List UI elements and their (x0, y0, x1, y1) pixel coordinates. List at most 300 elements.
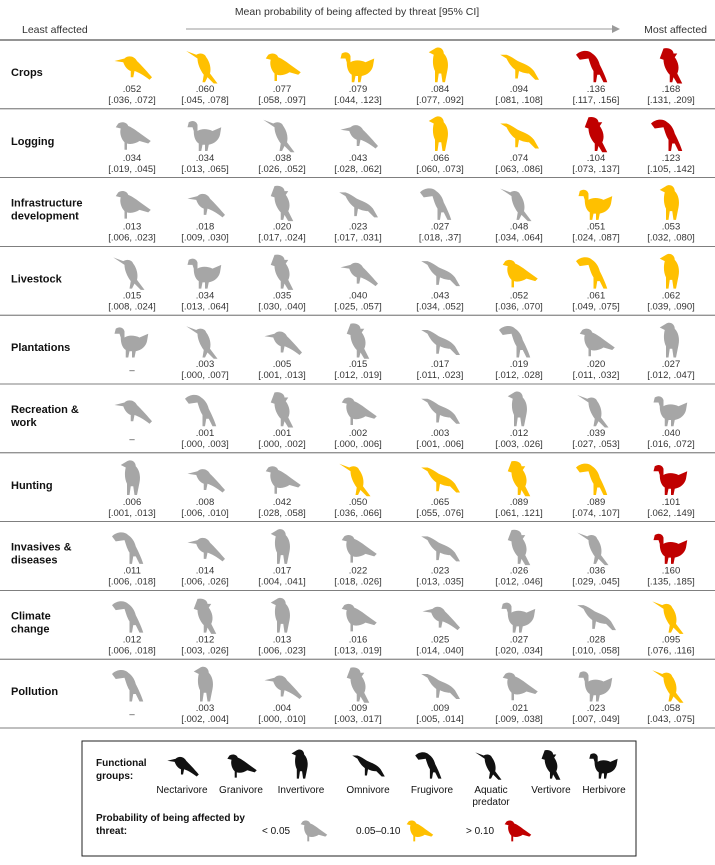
bird-hunting-3 (339, 464, 370, 497)
mean-value: .036 (586, 565, 606, 577)
mean-value: .052 (122, 84, 142, 95)
bird-infrastructure-development-3 (339, 192, 378, 217)
ci-value: [.032, .080] (647, 232, 695, 244)
ci-value: [.011, .023] (416, 370, 464, 382)
herbivore-icon (341, 52, 375, 82)
frugivore-icon (576, 51, 607, 82)
bird-invasives-diseases-6 (577, 533, 608, 566)
omnivore-icon (421, 330, 460, 355)
aquatic-predator-icon (339, 464, 370, 497)
mean-value: .013 (122, 221, 142, 233)
ci-value: [.020, .034] (495, 645, 543, 657)
mean-value: .094 (509, 84, 529, 95)
mean-value: .038 (272, 152, 292, 164)
ci-value: [.010, .058] (572, 645, 620, 657)
mean-value: .040 (348, 290, 368, 302)
bird-livestock-6 (576, 257, 607, 288)
ci-value: [.013, .065] (181, 163, 229, 175)
chart-title: Mean probability of being affected by threat [95% CI] (234, 6, 480, 18)
bird-hunting-6 (576, 464, 607, 495)
legend-group-label-omnivore: Omnivore (346, 785, 390, 796)
mean-value: .052 (509, 290, 529, 302)
mean-value: .021 (509, 703, 529, 715)
bird-climate-change-2 (271, 598, 290, 633)
bird-invasives-diseases-3 (342, 535, 377, 563)
ci-value: [.055, .076] (416, 507, 464, 519)
granivore-icon (116, 191, 151, 219)
bird-invasives-diseases-5 (508, 530, 531, 565)
bird-hunting-2 (266, 466, 301, 494)
ci-value: [.017, .024] (258, 232, 306, 244)
ci-value: [.013, .019] (334, 645, 382, 657)
vertivore-icon (194, 599, 217, 634)
mean-value: .015 (122, 290, 142, 302)
mean-value: .042 (272, 496, 292, 508)
mean-value: .012 (195, 634, 215, 646)
mean-value: .023 (430, 565, 450, 577)
granivore-icon (116, 122, 151, 150)
bird-recreation-work-7 (654, 396, 688, 426)
ci-value: [.063, .086] (495, 163, 543, 175)
ci-value: [.012, .046] (495, 576, 543, 588)
bird-plantations-5 (499, 326, 530, 357)
bird-pollution-6 (579, 671, 613, 701)
mean-value: .034 (195, 152, 215, 164)
bird-crops-0 (115, 56, 153, 79)
ci-value: [.009, .038] (495, 714, 543, 726)
ci-value: [.012, .028] (495, 370, 543, 382)
ci-value: [.027, .053] (572, 439, 620, 450)
ci-value: [.006, .010] (181, 507, 229, 519)
invertivore-icon (429, 116, 448, 151)
legend-group-label-aquatic-predator-1: Aquatic (474, 785, 508, 796)
mean-value: .009 (430, 703, 450, 715)
threat-label-hunting: Hunting (11, 479, 53, 492)
mean-value: .053 (661, 221, 681, 233)
ci-value: [.034, .052] (416, 301, 464, 313)
bird-hunting-7 (654, 465, 688, 495)
mean-value: .062 (661, 290, 681, 302)
ci-value: [.018, .026] (334, 576, 382, 588)
ci-value: [.062, .149] (647, 507, 695, 519)
bird-logging-6 (585, 117, 608, 152)
nectarivore-icon (341, 263, 379, 286)
ci-value: [.000, .002] (258, 439, 306, 450)
invertivore-icon (660, 185, 679, 220)
bird-recreation-work-2 (271, 392, 294, 427)
mean-value: .089 (586, 496, 606, 508)
ci-value: [.003, .026] (181, 645, 229, 657)
invertivore-icon (271, 529, 290, 564)
nectarivore-icon (115, 400, 153, 423)
mean-value: .001 (272, 428, 292, 439)
mean-value: .002 (348, 428, 368, 439)
ci-value: [.003, .026] (495, 439, 543, 450)
legend-groups-title-2: groups: (96, 771, 134, 782)
bird-plantations-1 (186, 326, 217, 359)
bird-invasives-diseases-0 (112, 532, 143, 563)
nectarivore-icon (188, 469, 226, 492)
bird-livestock-2 (271, 255, 294, 290)
ci-value: [.117, .156] (572, 95, 620, 106)
ci-value: [.105, .142] (647, 163, 695, 175)
vertivore-icon (271, 186, 294, 221)
ci-value: [.006, .026] (181, 576, 229, 588)
ci-value: [.004, .041] (258, 576, 306, 588)
mean-value: .084 (430, 84, 450, 95)
ci-value: [.024, .087] (572, 232, 620, 244)
threat-label-infrastructure-development: Infrastructure development (11, 197, 83, 223)
ci-value: [.028, .062] (334, 163, 382, 175)
granivore-icon (266, 53, 301, 81)
ci-value: [.029, .045] (572, 576, 620, 588)
bird-crops-6 (576, 51, 607, 82)
mean-value: .003 (195, 359, 215, 371)
bird-invasives-diseases-1 (188, 538, 226, 561)
mean-value: .006 (122, 496, 142, 508)
aquatic-predator-icon (652, 601, 683, 634)
mean-value: .136 (586, 84, 606, 95)
ci-value: [.060, .073] (416, 163, 464, 175)
ci-value: [.011, .032] (572, 370, 620, 382)
ci-value: [.003, .017] (334, 714, 382, 726)
ci-value: [.028, .058] (258, 507, 306, 519)
aquatic-predator-icon (577, 395, 608, 428)
granivore-icon (580, 329, 615, 357)
ci-value: [.074, .107] (572, 507, 620, 519)
vertivore-icon (271, 255, 294, 290)
ci-value: [.000, .003] (181, 439, 229, 450)
bird-plantations-3 (347, 323, 370, 358)
bird-invasives-diseases-2 (271, 529, 290, 564)
mean-value: .089 (509, 496, 529, 508)
aquatic-predator-icon (577, 533, 608, 566)
omnivore-icon (421, 399, 460, 424)
frugivore-icon (185, 395, 216, 426)
threat-label-plantations: Plantations (11, 342, 71, 355)
bird-logging-7 (651, 120, 682, 151)
mean-value: .168 (661, 84, 681, 95)
bird-climate-change-6 (577, 605, 616, 630)
ci-value: [.018, .37] (418, 232, 462, 244)
mean-value: .022 (348, 565, 368, 577)
threat-label-recreation-work: Recreation & work (11, 404, 79, 429)
bird-pollution-0 (112, 670, 143, 701)
mean-value: .027 (661, 359, 681, 371)
vertivore-icon (508, 530, 531, 565)
bird-recreation-work-5 (508, 392, 527, 427)
ci-value: [.012, .047] (647, 370, 695, 382)
mean-value: .034 (122, 152, 142, 164)
bird-crops-7 (660, 48, 683, 83)
bird-climate-change-0 (112, 601, 143, 632)
mean-value: .027 (430, 221, 450, 233)
bird-hunting-5 (508, 461, 531, 496)
mean-value: .011 (123, 565, 141, 577)
ci-value: [.001, .006] (416, 439, 464, 450)
bird-livestock-4 (421, 261, 460, 286)
legend-prob-title-2: threat: (96, 826, 128, 837)
invertivore-icon (660, 254, 679, 289)
most-affected-label: Most affected (644, 24, 707, 36)
mean-value: .014 (195, 565, 215, 577)
bird-plantations-7 (660, 323, 679, 358)
ci-value: [.043, .075] (647, 714, 695, 726)
bird-crops-2 (266, 53, 301, 81)
vertivore-icon (347, 667, 370, 702)
mean-value: .058 (661, 703, 681, 715)
mean-value: .039 (586, 428, 606, 439)
ci-value: [.000, .006] (334, 439, 382, 450)
herbivore-icon (654, 465, 688, 495)
frugivore-icon (499, 326, 530, 357)
ci-value: [.006, .023] (258, 645, 306, 657)
invertivore-icon (121, 460, 140, 495)
bird-pollution-2 (265, 676, 303, 699)
bird-recreation-work-4 (421, 399, 460, 424)
nectarivore-icon (115, 56, 153, 79)
mean-value: .060 (195, 84, 215, 95)
ci-value: [.008, .024] (108, 301, 156, 313)
ci-value: [.013, .064] (181, 301, 229, 313)
vertivore-icon (271, 392, 294, 427)
invertivore-icon (271, 598, 290, 633)
ci-value: [.016, .072] (647, 439, 695, 450)
invertivore-icon (660, 323, 679, 358)
frugivore-icon (576, 257, 607, 288)
legend-bin-label-low: < 0.05 (262, 826, 291, 837)
ci-value: [.009, .030] (181, 232, 229, 244)
mean-value: .015 (348, 359, 368, 371)
bird-pollution-3 (347, 667, 370, 702)
ci-value: [.030, .040] (258, 301, 306, 313)
aquatic-predator-icon (186, 326, 217, 359)
bird-infrastructure-development-7 (660, 185, 679, 220)
legend-group-label-frugivore: Frugivore (410, 785, 454, 796)
herbivore-icon (654, 534, 688, 564)
ci-value: [.039, .090] (647, 301, 695, 313)
nectarivore-icon (423, 607, 461, 630)
threat-label-logging: Logging (11, 135, 55, 148)
legend-prob-title-1: Probability of being affected by (96, 813, 245, 824)
ci-value: [.005, .014] (416, 714, 464, 726)
bird-pollution-4 (421, 674, 460, 699)
mean-value: .025 (430, 634, 450, 646)
omnivore-icon (500, 124, 539, 149)
mean-value: .066 (430, 152, 450, 164)
ci-value: [.131, .209] (647, 95, 695, 106)
bird-logging-0 (116, 122, 151, 150)
mean-value: .023 (348, 221, 368, 233)
ci-value: [.000, .007] (181, 370, 229, 382)
nectarivore-icon (265, 676, 303, 699)
bird-invasives-diseases-4 (421, 536, 460, 561)
bird-climate-change-1 (194, 599, 217, 634)
omnivore-icon (339, 192, 378, 217)
ci-value: [.076, .116] (647, 645, 695, 657)
mean-value: .019 (509, 359, 529, 371)
threat-label-livestock: Livestock (11, 273, 62, 286)
invertivore-icon (508, 392, 527, 427)
herbivore-icon (502, 603, 536, 633)
bird-crops-1 (186, 51, 217, 84)
ci-value: [.036, .072] (108, 95, 156, 106)
threat-label-invasives-diseases: Invasives & diseases (11, 541, 72, 567)
bird-logging-1 (188, 121, 222, 151)
aquatic-predator-icon (113, 257, 144, 290)
bird-hunting-1 (188, 469, 226, 492)
ci-value: [.036, .070] (495, 301, 543, 313)
bird-logging-4 (429, 116, 448, 151)
mean-value: .016 (348, 634, 368, 646)
ci-value: [.019, .045] (108, 163, 156, 175)
bird-plantations-2 (265, 332, 303, 355)
arrow-head-icon (612, 25, 620, 33)
mean-value: .003 (195, 703, 215, 715)
bird-recreation-work-6 (577, 395, 608, 428)
bird-infrastructure-development-4 (420, 188, 451, 219)
mean-value: .008 (195, 496, 215, 508)
mean-value: – (129, 434, 135, 445)
ci-value: [.045, .078] (181, 95, 229, 106)
mean-value: – (129, 709, 135, 721)
bird-infrastructure-development-1 (188, 194, 226, 217)
legend-group-label-invertivore: Invertivore (277, 785, 325, 796)
frugivore-icon (112, 532, 143, 563)
mean-value: .013 (272, 634, 292, 646)
bird-infrastructure-development-5 (500, 189, 531, 222)
aquatic-predator-icon (500, 189, 531, 222)
ci-value: [.001, .013] (258, 370, 306, 382)
herbivore-icon (579, 671, 613, 701)
aquatic-predator-icon (186, 51, 217, 84)
mean-value: .123 (661, 152, 681, 164)
ci-value: [.006, .023] (108, 232, 156, 244)
mean-value: .050 (348, 496, 368, 508)
bird-recreation-work-0 (115, 400, 153, 423)
bird-infrastructure-development-0 (116, 191, 151, 219)
ci-value: [.013, .035] (416, 576, 464, 588)
mean-value: .048 (509, 221, 529, 233)
mean-value: .040 (661, 428, 681, 439)
legend-groups-title-1: Functional (96, 758, 147, 769)
bird-logging-2 (263, 120, 294, 153)
mean-value: .079 (348, 84, 368, 95)
frugivore-icon (576, 464, 607, 495)
mean-value: .051 (586, 221, 606, 233)
bird-crops-4 (429, 48, 448, 83)
invertivore-icon (429, 48, 448, 83)
mean-value: .026 (509, 565, 529, 577)
omnivore-icon (421, 536, 460, 561)
herbivore-icon (188, 259, 222, 289)
bird-hunting-4 (421, 468, 460, 493)
omnivore-icon (500, 55, 539, 80)
mean-value: .004 (272, 703, 292, 715)
mean-value: .074 (509, 152, 529, 164)
ci-value: [.036, .066] (334, 507, 382, 519)
bird-crops-5 (500, 55, 539, 80)
mean-value: .101 (661, 496, 681, 508)
bird-recreation-work-3 (342, 397, 377, 425)
mean-value: .005 (272, 359, 292, 371)
bird-plantations-6 (580, 329, 615, 357)
nectarivore-icon (341, 125, 379, 148)
vertivore-icon (660, 48, 683, 83)
mean-value: .017 (272, 565, 292, 577)
legend-group-label-vertivore: Vertivore (531, 785, 571, 796)
mean-value: .160 (661, 565, 681, 577)
legend-group-label-nectarivore: Nectarivore (156, 785, 208, 796)
granivore-icon (503, 673, 538, 701)
ci-value: [.044, .123] (334, 95, 382, 106)
threat-label-pollution: Pollution (11, 686, 59, 699)
legend-group-label-aquatic-predator-2: predator (472, 797, 510, 808)
mean-value: .028 (586, 634, 606, 646)
ci-value: [.002, .004] (181, 714, 229, 726)
ci-value: [.034, .064] (495, 232, 543, 244)
bird-climate-change-7 (652, 601, 683, 634)
bird-climate-change-4 (423, 607, 461, 630)
threat-label-climate-change: Climate change (11, 610, 51, 636)
omnivore-icon (421, 674, 460, 699)
bird-livestock-0 (113, 257, 144, 290)
invertivore-icon (194, 667, 213, 702)
frugivore-icon (112, 601, 143, 632)
mean-value: .012 (509, 428, 529, 439)
ci-value: [.081, .108] (495, 95, 543, 106)
bird-hunting-0 (121, 460, 140, 495)
mean-value: .061 (586, 290, 606, 302)
mean-value: .043 (430, 290, 450, 302)
mean-value: .001 (195, 428, 215, 439)
bird-invasives-diseases-7 (654, 534, 688, 564)
bird-climate-change-3 (342, 604, 377, 632)
legend-group-label-herbivore: Herbivore (582, 785, 626, 796)
herbivore-icon (115, 327, 149, 357)
mean-value: .035 (272, 290, 292, 302)
granivore-icon (503, 260, 538, 288)
bird-infrastructure-development-6 (579, 190, 613, 220)
herbivore-icon (188, 121, 222, 151)
ci-value: [.006, .018] (108, 576, 156, 588)
frugivore-icon (651, 120, 682, 151)
granivore-icon (342, 604, 377, 632)
ci-value: [.061, .121] (495, 507, 543, 519)
bird-livestock-7 (660, 254, 679, 289)
bird-infrastructure-development-2 (271, 186, 294, 221)
frugivore-icon (112, 670, 143, 701)
ci-value: [.135, .185] (647, 576, 695, 588)
mean-value: .023 (586, 703, 606, 715)
mean-value: .065 (430, 496, 450, 508)
ci-value: [.007, .049] (572, 714, 620, 726)
bird-pollution-5 (503, 673, 538, 701)
herbivore-icon (654, 396, 688, 426)
mean-value: .027 (509, 634, 529, 646)
omnivore-icon (577, 605, 616, 630)
bird-plantations-0 (115, 327, 149, 357)
bird-logging-3 (341, 125, 379, 148)
nectarivore-icon (188, 194, 226, 217)
ci-value: [.001, .013] (108, 507, 156, 519)
ci-value: [.077, .092] (416, 95, 464, 106)
mean-value: .034 (195, 290, 215, 302)
mean-value: .020 (586, 359, 606, 371)
ci-value: [.025, .057] (334, 301, 382, 313)
ci-value: [.049, .075] (572, 301, 620, 313)
omnivore-icon (421, 468, 460, 493)
